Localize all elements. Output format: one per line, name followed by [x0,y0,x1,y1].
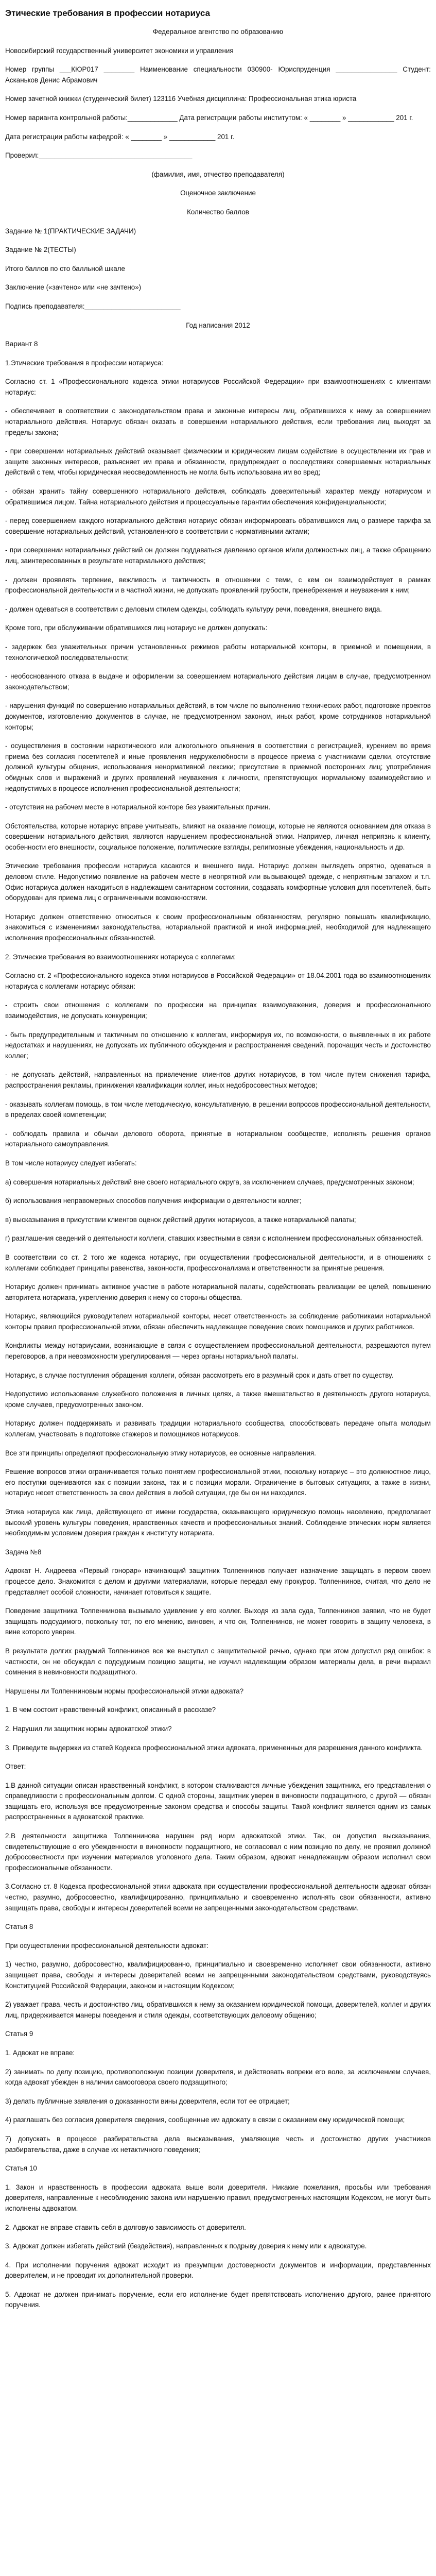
paragraph: - строить свои отношения с коллегами по профессии на принципах взаимоуважения, доверия и профессионального взаимодействия, не допускать конкуренции; [5,1001,431,1020]
paragraph: - задержек без уважительных причин установленных режимов работы нотариальной конторы, в приемной и помещении, в технологической последовательности; [5,642,431,662]
paragraph: В соответствии со ст. 2 того же кодекса нотариус, при осуществлении профессиональной деятельности, и в отношениях с коллегами соблюдает принципы равенства, законности, профессионализма и ответственности за принятые решения. [5,1253,431,1272]
paragraph: - должен одеваться в соответствии с деловым стилем одежды, соблюдать культуру речи, поведения, внешнего вида. [5,605,382,613]
paragraph: 2) занимать по делу позицию, противоположную позиции доверителя, и действовать вопреки его воле, за исключением случаев, когда адвокат убежден в наличии самооговора своего подзащитного; [5,2067,431,2087]
paragraph: 2. Этические требования во взаимоотношениях нотариуса с коллегами: [5,953,236,961]
title-line: Итого баллов по сто балльной шкале [5,264,126,273]
paragraph: Согласно ст. 1 «Профессионального кодекса этики нотариусов Российской Федерации» при взаимоотношениях с клиентами нотариус: [5,378,431,396]
paragraph: Нотариус должен принимать активное участие в работе нотариальной палаты, содействовать реализации ее целей, повышению авторитета нотариата, укреплению доверия к нему со стороны общества. [5,1283,431,1301]
title-line: Количество баллов [187,208,249,216]
paragraph: - соблюдать правила и обычаи делового оборота, принятые в нотариальном сообществе, исполнять решения органов нотариального самоуправления. [5,1129,431,1148]
document-body [5,339,431,2311]
title-line: (фамилия, имя, отчество преподавателя) [151,170,285,178]
paragraph: При осуществлении профессиональной деятельности адвокат: [5,1941,208,1950]
paragraph: Кроме того, при обслуживании обратившихся лиц нотариус не должен допускать: [5,624,268,632]
paragraph: 1. Закон и нравственность в профессии адвоката выше воли доверителя. Никакие пожелания, просьбы или требования доверителя, направленные к несоблюдению закона или нарушению правил, предусмотренных настоящим Кодексом, не могут быть исполнены адвокатом. [5,2183,431,2212]
paragraph: 7) допускать в процессе разбирательства дела высказывания, умаляющие честь и достоинство других участников разбирательства, даже в случае их нетактичного поведения; [5,2134,431,2154]
paragraph: 3. Приведите выдержки из статей Кодекса профессиональной этики адвоката, примененных для разрешения данного конфликта. [5,1743,423,1752]
paragraph: 2. Адвокат не вправе ставить себя в долговую зависимость от доверителя. [5,2223,246,2231]
paragraph: - обязан хранить тайну совершенного нотариального действия, соблюдать доверительный характер между нотариусом и обратившимся лицом. Тайна нотариального действия и процессуальные гарантии обеспечения конфиденциальности; [5,487,431,506]
paragraph: 1.В данной ситуации описан нравственный конфликт, в котором сталкиваются личные убеждения защитника, его представления о справедливости с профессиональным долгом. С одной стороны, защитник уверен в виновности подзащитного, с другой — обязан защищать его, используя все предусмотренные законом средства и способы защиты. Такой конфликт является одним из самых распространенных в адвокатской практике. [5,1781,431,1821]
paragraph: - необоснованного отказа в выдаче и оформлении за совершением нотариального действия лицам в случае, предусмотренном законодательством; [5,672,431,691]
paragraph: Поведение защитника Толпеннинова вызывало удивление у его коллег. Выходя из зала суда, Толпеннинов заявил, что не будет защищать подсудимого, поскольку тот, по его мнению, виновен, и что он, Толпеннинов, не может говорить в защиту человека, в вине которого уверен. [5,1607,431,1636]
paragraph: - не допускать действий, направленных на привлечение клиентов других нотариусов, в том числе путем снижения тарифа, распространения рекламы, принижения квалификации коллег, иных недобросовестных методов; [5,1071,431,1089]
paragraph: Нотариус должен поддерживать и развивать традиции нотариального сообщества, способствовать передаче опыта молодым коллегам, участвовать в подготовке стажеров и помощников нотариусов. [5,1419,431,1438]
paragraph: Нотариус должен ответственно относиться к своим профессиональным обязанностям, регулярно повышать квалификацию, знакомиться с изменениями законодательства, нотариальной практикой и иной информацией, необходимой для надлежащего исполнения профессиональных обязанностей. [5,912,431,942]
paragraph: Ответ: [5,1762,26,1771]
title-line: Федеральное агентство по образованию [152,28,284,36]
paragraph: 4) разглашать без согласия доверителя сведения, сообщенные им адвокату в связи с оказанием ему юридической помощи; [5,2116,405,2124]
paragraph: - нарушения функций по совершению нотариальных действий, в том числе по выполнению технических работ, подготовке проектов документов, изготовлению документов в случае, не предусмотренном законом, иных работ, кроме сотрудников нотариальной конторы; [5,702,431,731]
title-line: Новосибирский государственный университет экономики и управления [5,46,234,55]
title-line: Заключение («зачтено» или «не зачтено») [5,283,142,292]
paragraph: 3. Адвокат должен избегать действий (бездействия), направленных к подрыву доверия к нему или к адвокатуре. [5,2242,367,2250]
paragraph: В результате долгих раздумий Толпеннинов все же выступил с защитительной речью, однако при этом допустил ряд ошибок: в частности, он не обсуждал с подсудимым позицию защиты, не изучил надлежащим образом материалы дела, в речи выразил сомнения в невиновности подзащитного. [5,1647,431,1676]
paragraph: Этические требования профессии нотариуса касаются и внешнего вида. Нотариус должен выглядеть опрятно, одеваться в деловом стиле. Недопустимо появление на рабочем месте в неопрятной или вызывающей одежде, с неприятным запахом и т.п. Офис нотариуса должен находиться в надлежащем санитарном состоянии, создавать комфортные условия для посетителей, быть оборудован для приема лиц с ограниченными возможностями. [5,862,431,902]
title-line: Номер группы ___КЮР017 ________ Наименование специальности 030900- Юриспруденция ________________ Студент: Асканьков Денис Абрамович [5,65,431,84]
paragraph: Обстоятельства, которые нотариус вправе учитывать, влияют на оказание помощи, которые не являются основанием для отказа в совершении нотариального действия, являются нарушением профессиональной этики. Например, личная неприязнь к клиенту, особенности его внешности, социальное положение, политические взгляды, религиозные убеждения, национальность и др. [5,822,431,851]
title-line: Задание № 2(ТЕСТЫ) [5,246,76,254]
title-line: Номер зачетной книжки (студенческий билет) 123116 Учебная дисциплина: Профессиональная этика юриста [5,95,357,103]
paragraph: 1.Этические требования в профессии нотариуса: [5,359,164,367]
paragraph: - осуществления в состоянии наркотического или алкогольного опьянения в соответствии с регистрацией, курением во время приема без согласия посетителей и иные проявления недружелюбности в процессе приема с участниками сделки, отсутствие должной культуры общения, использования ненормативной лексики; присутствие в приемной посторонних лиц; употребления обидных слов и выражений и других проявлений неуважения к личности, препятствующих нормальному взаимодействию и недопустимых в процессе исполнения профессиональной деятельности; [5,742,431,792]
paragraph: Решение вопросов этики ограничивается только понятием профессиональной этики, поскольку нотариус – это должностное лицо, его поступки оцениваются как с позиции закона, так и с позиции морали. Ограничение в бытовых ситуациях, а также в жизни, нотариус несет ответственность за свои действия в любой ситуации, где бы он ни находился. [5,1468,431,1497]
paragraph: Согласно ст. 2 «Профессионального кодекса этики нотариусов в Российской Федерации» от 18.04.2001 года во взаимоотношениях нотариуса с коллегами нотариус обязан: [5,972,431,990]
title-line: Номер варианта контрольной работы:_____________ Дата регистрации работы институтом: « ________ » ____________ 201 г. [5,113,413,122]
paragraph: Конфликты между нотариусами, возникающие в связи с осуществлением профессиональной деятельности, разрешаются путем переговоров, а при невозможности урегулирования — через органы нотариальной палаты. [5,1342,431,1361]
paragraph: Нотариус, в случае поступления обращения коллеги, обязан рассмотреть его в разумный срок и дать ответ по существу. [5,1371,394,1379]
paragraph: 1. В чем состоит нравственный конфликт, описанный в рассказе? [5,1706,216,1714]
paragraph: 3.Согласно ст. 8 Кодекса профессиональной этики адвоката при осуществлении профессиональной деятельности адвокат обязан честно, разумно, добросовестно, квалифицированно, принципиально и своевременно исполнять свои обязанности, активно защищать права, свободы и интересы доверителей всеми не запрещенными законодательством средствами. [5,1883,431,1912]
title-line: Год написания 2012 [186,321,250,329]
title-line: Дата регистрации работы кафедрой: « ________ » ____________ 201 г. [5,132,235,141]
paragraph: - обеспечивает в соответствии с законодательством права и законные интересы лиц, обратившихся к нему за совершением нотариального действия. Нотариус обязан оказать в совершении нотариального действия, если требования лиц выходят за пределы закона; [5,407,431,436]
paragraph: Этика нотариуса как лица, действующего от имени государства, оказывающего юридическую помощь населению, предполагает высокий уровень культуры поведения, нравственных качеств и профессиональных знаний. Соблюдение этических норм является необходимым условием доверия граждан к институту нотариата. [5,1508,431,1537]
paragraph: Адвокат Н. Андреева «Первый гонорар» начинающий защитник Толпеннинов получает назначение защищать в первом своем процессе дело. Знакомится с делом и другими материалами, которые передал ему прокурор. Толпеннинов, считая, что дело не представляет особой сложности, начинает готовиться к защите. [5,1567,431,1596]
paragraph: Нотариус, являющийся руководителем нотариальной конторы, несет ответственность за соблюдение работниками нотариальной конторы правил профессиональной этики, обязан обеспечить надлежащее поведение своих помощников и других работников. [5,1312,431,1331]
paragraph: - перед совершением каждого нотариального действия нотариус обязан информировать обратившихся лиц о размере тарифа за совершение нотариальных действий, установленного в соответствии с нормативными актами; [5,517,431,535]
paragraph: - должен проявлять терпение, вежливость и тактичность в отношении с теми, с кем он взаимодействует в рамках профессиональной деятельности и в частной жизни, не допускать проявлений грубости, пренебрежения и неуважения к ним; [5,575,431,595]
paragraph: - при совершении нотариальных действий оказывает физическим и юридическим лицам содействие в осуществлении их прав и защите законных интересов, разъясняет им права и обязанности, предупреждает о последствиях совершаемых нотариальных действий с тем, чтобы юридическая неосведомленность не могла быть использована им во вред; [5,447,431,477]
paragraph: б) использования неправомерных способов получения информации о деятельности коллег; [5,1197,302,1205]
paragraph: Статья 10 [5,2164,37,2173]
paragraph: 1) честно, разумно, добросовестно, квалифицированно, принципиально и своевременно исполняет свои обязанности, активно защищает права, свободы и интересы доверителей всеми не запрещенными законодательством средствами, руководствуясь Конституцией Российской Федерации, законом и настоящим Кодексом; [5,1960,431,1990]
paragraph: Все эти принципы определяют профессиональную этику нотариусов, ее основные направления. [5,1449,316,1457]
paragraph: 3) делать публичные заявления о доказанности вины доверителя, если тот ее отрицает; [5,2097,290,2105]
paragraph: Статья 9 [5,2030,33,2038]
paragraph: - при совершении нотариальных действий он должен поддаваться давлению органов и/или должностных лиц, а также обращению лиц, заинтересованных в результате нотариального действия; [5,546,431,565]
title-line: Оценочное заключение [180,189,256,197]
page-title: Этические требования в профессии нотариуса [5,8,211,18]
paragraph: Нарушены ли Толпенниновым нормы профессиональной этики адвоката? [5,1687,244,1695]
title-line: Задание № 1(ПРАКТИЧЕСКИЕ ЗАДАЧИ) [5,227,136,235]
paragraph: 2.В деятельности защитника Толпеннинова нарушен ряд норм адвокатской этики. Так, он допустил высказывания, свидетельствующие о его убежденности в виновности подзащитного, не согласовал с ним позицию по делу, не проявил должной добросовестности при изучении материалов уголовного дела. Таким образом, адвокат ненадлежащим образом исполнил свои профессиональные обязанности. [5,1832,431,1872]
paragraph: Вариант 8 [5,340,38,348]
paragraph: Недопустимо использование служебного положения в личных целях, а также вмешательство в деятельность другого нотариуса, кроме случаев, предусмотренных законом. [5,1390,431,1409]
paragraph: 4. При исполнении поручения адвокат исходит из презумпции достоверности документов и информации, представленных доверителем, и не проводит их дополнительной проверки. [5,2261,431,2280]
title-line: Подпись преподавателя:_________________________ [5,302,181,310]
paragraph: Задача №8 [5,1548,42,1556]
paragraph: 1. Адвокат не вправе: [5,2048,75,2057]
title-line: Проверил:________________________________________ [5,151,193,160]
paragraph: в) высказывания в присутствии клиентов оценок действий других нотариусов, а также нотариальной палаты; [5,1215,356,1224]
paragraph: - отсутствия на рабочем месте в нотариальной конторе без уважительных причин. [5,803,271,811]
paragraph: 2) уважает права, честь и достоинство лиц, обратившихся к нему за оказанием юридической помощи, доверителей, коллег и других лиц, придерживается манеры поведения и стиля одежды, соответствующих деловому общению; [5,2001,431,2019]
paragraph: В том числе нотариусу следует избегать: [5,1159,137,1167]
title-block [5,27,431,331]
paragraph: 5. Адвокат не должен принимать поручение, если его исполнение будет препятствовать исполнению другого, ранее принятого поручения. [5,2290,431,2309]
paragraph: - быть предупредительным и тактичным по отношению к коллегам, информируя их, по возможности, о выявленных в их работе недостатках и нарушениях, не допускать их публичного обсуждения и распространения сведений, порочащих честь и достоинство коллег; [5,1030,431,1060]
paragraph: а) совершения нотариальных действий вне своего нотариального округа, за исключением случаев, предусмотренных законом; [5,1178,414,1186]
paragraph: 2. Нарушил ли защитник нормы адвокатской этики? [5,1724,172,1733]
paragraph: - оказывать коллегам помощь, в том числе методическую, консультативную, в решении вопросов профессиональной деятельности, в пределах своей компетенции; [5,1100,431,1119]
paragraph: г) разглашения сведений о деятельности коллеги, ставших известными в связи с исполнением профессиональных обязанностей. [5,1234,423,1243]
paragraph: Статья 8 [5,1923,33,1931]
